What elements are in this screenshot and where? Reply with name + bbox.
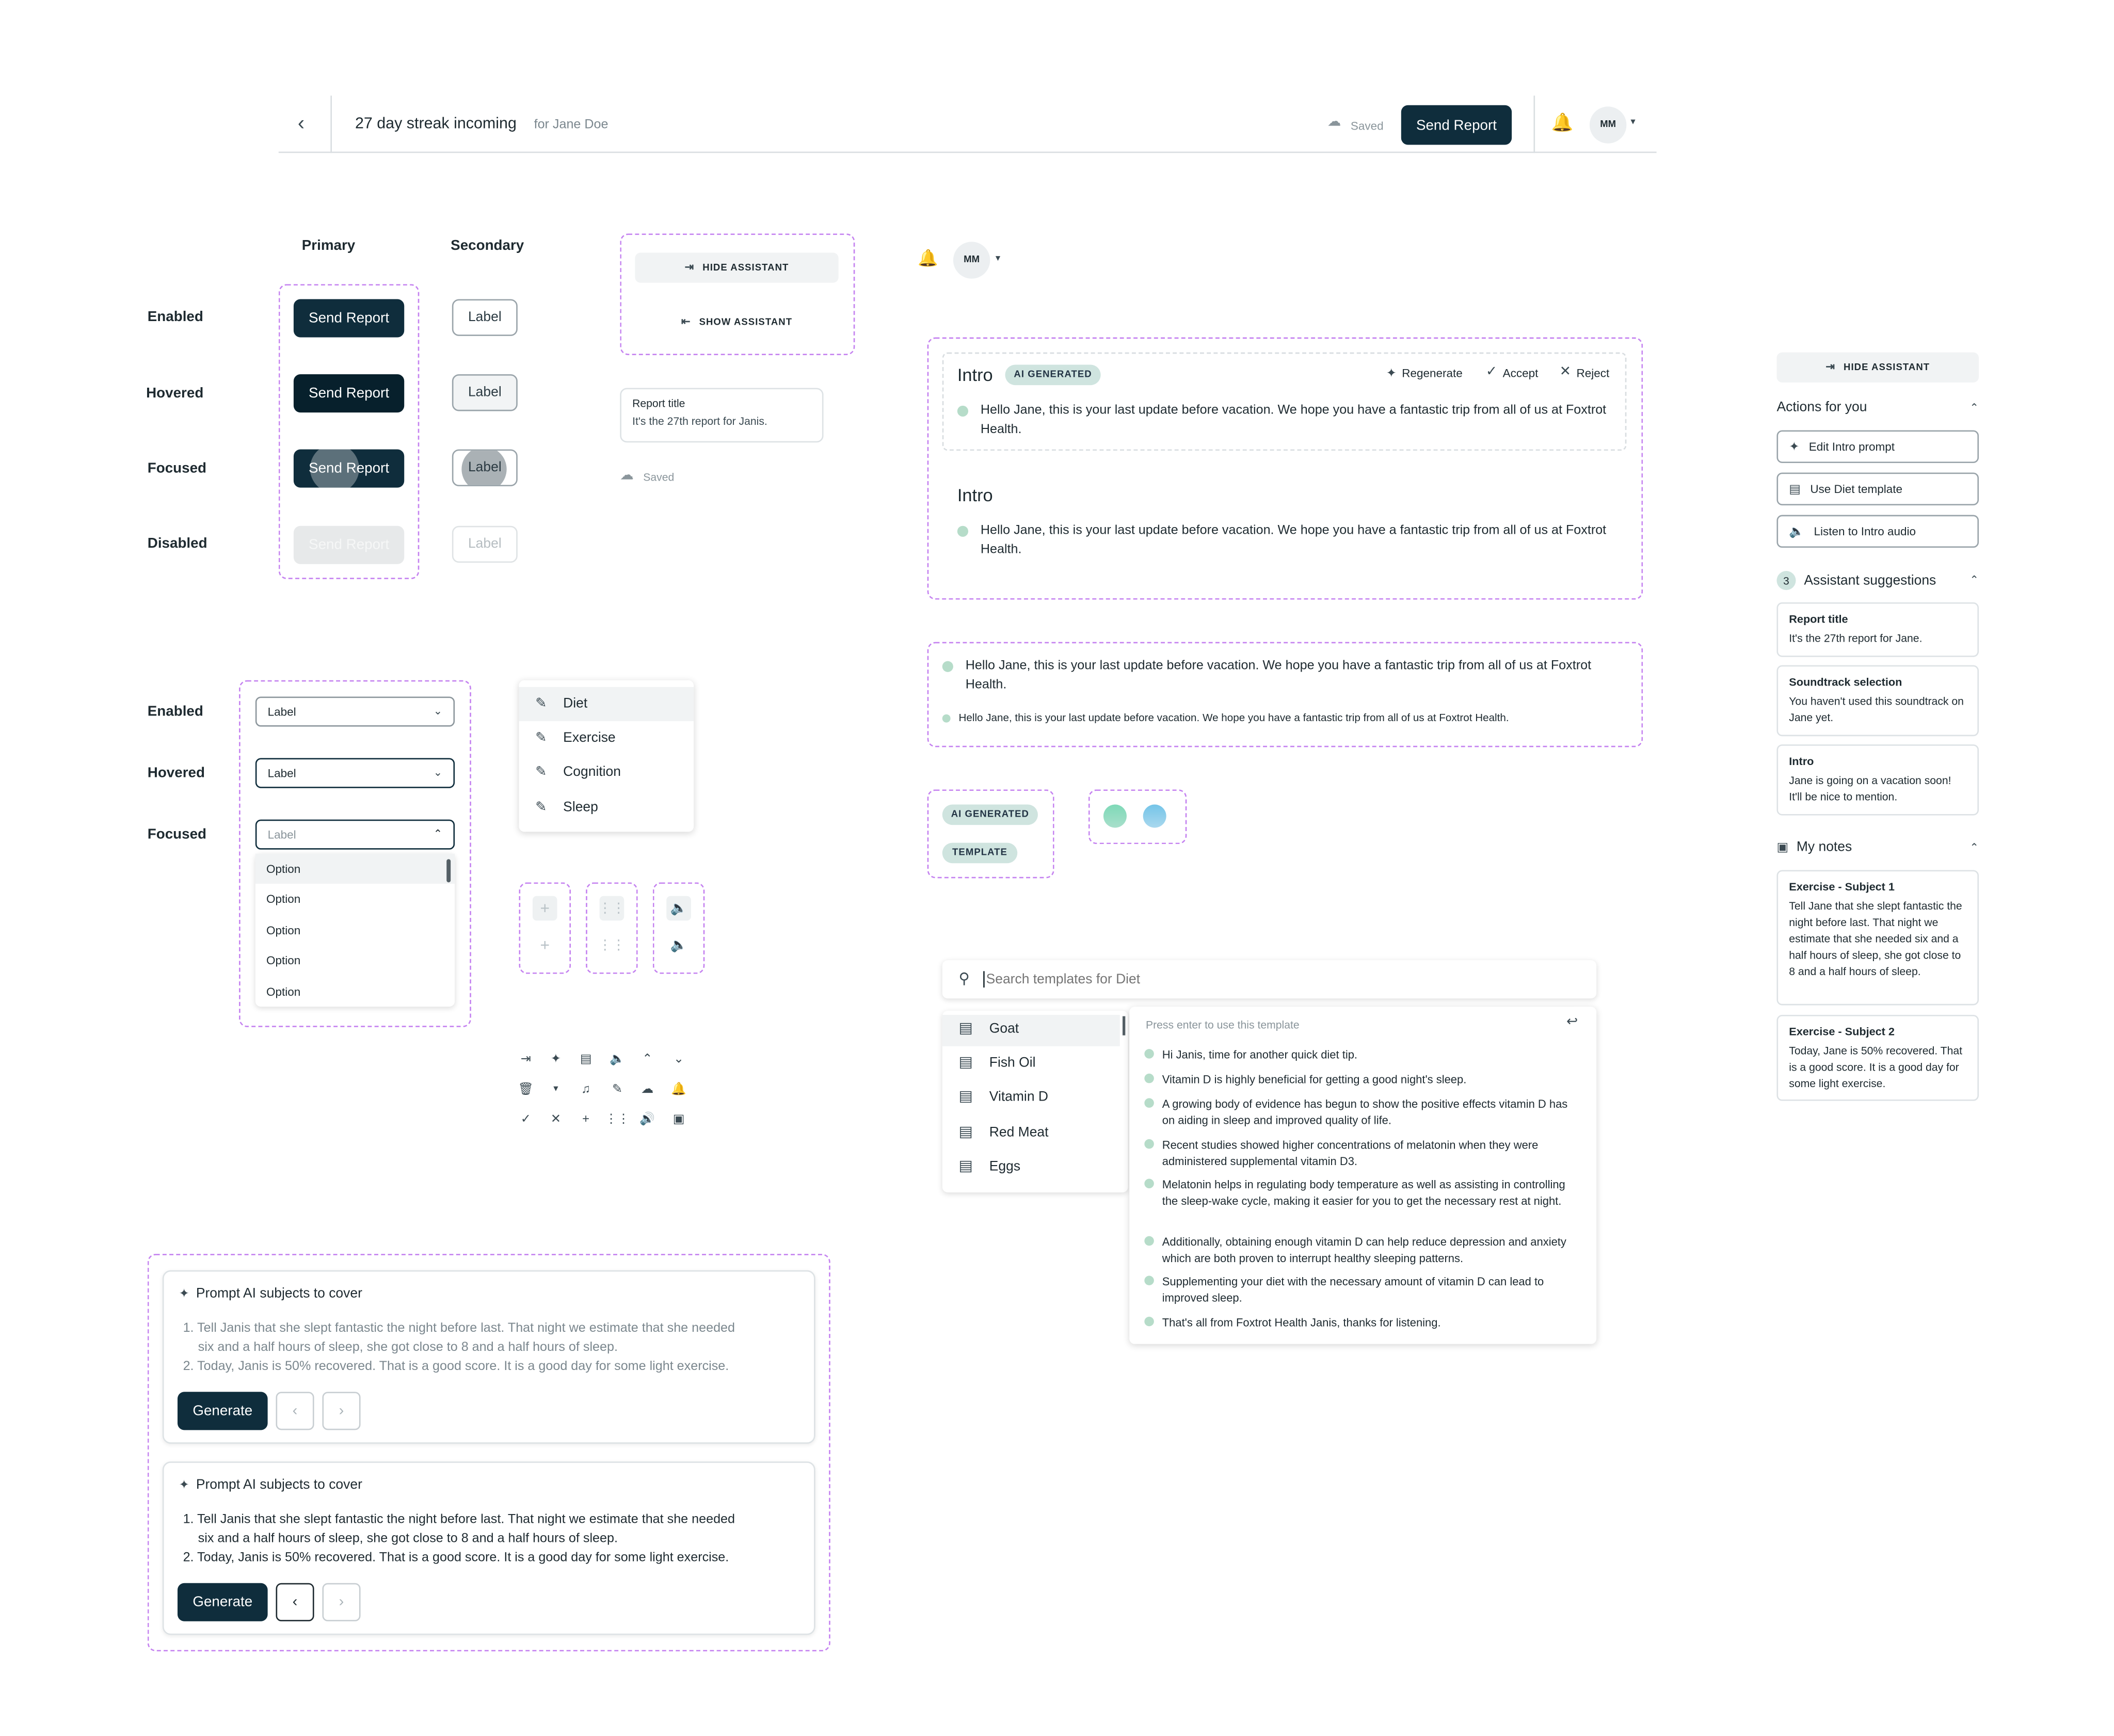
intro-heading-2: Intro [957, 485, 993, 506]
hide-assistant-button[interactable] [635, 253, 838, 283]
menu-item-diet[interactable] [519, 687, 694, 721]
template-chip: TEMPLATE [942, 843, 1018, 864]
close-icon: ✕ [1559, 364, 1571, 380]
suggestions-count-badge: 3 [1776, 571, 1796, 590]
preview-hint: Press enter to use this template [1145, 1018, 1300, 1031]
chevron-up-icon: ⌃ [642, 1051, 653, 1065]
notes-title: My notes [1796, 840, 1852, 855]
pencil-icon: ✎ [612, 1081, 622, 1095]
note-card[interactable] [1776, 1015, 1979, 1101]
close-icon: ✕ [550, 1111, 561, 1125]
action-label: Edit Intro prompt [1808, 440, 1895, 454]
prompt-line: six and a half hours of sleep, she got close to 8 and a half hours of sleep. [198, 1340, 618, 1355]
suggestion-body: Jane is going on a vacation soon! It'll be nice to mention. [1789, 774, 1951, 803]
collapse-right-icon: ⇥ [520, 1051, 531, 1065]
primary-focused-button[interactable] [294, 450, 404, 488]
prompt-card [163, 1270, 815, 1444]
secondary-disabled-button: Label [452, 526, 518, 563]
back-chevron-icon[interactable]: ‹ [297, 112, 305, 135]
caret-down-icon[interactable]: ▾ [995, 254, 1001, 264]
bullet-dot [1144, 1139, 1154, 1149]
show-assistant-label: SHOW ASSISTANT [699, 317, 793, 327]
preview-line [1144, 1273, 1574, 1306]
document-icon: ▤ [958, 1158, 973, 1175]
chevron-up-icon: ⌃ [433, 827, 443, 840]
select-enabled[interactable] [255, 696, 455, 726]
generate-button[interactable]: Generate [178, 1392, 268, 1430]
suggestion-title: Soundtrack selection [1789, 676, 1902, 689]
pencil-icon: ✎ [535, 730, 547, 745]
note-title: Exercise - Subject 2 [1789, 1026, 1895, 1038]
preview-line [1144, 1136, 1574, 1169]
state-enabled: Enabled [147, 308, 203, 325]
bullet-dot [942, 661, 953, 672]
select-hovered[interactable] [255, 758, 455, 788]
cloud-icon: ☁ [1327, 115, 1341, 130]
use-diet-template-button[interactable] [1776, 473, 1979, 506]
bullet-dot [1144, 1236, 1154, 1246]
intro-bullet-2 [957, 522, 1613, 560]
bullet-dot [1144, 1317, 1154, 1327]
drag-handle-icon: ⋮⋮ [605, 1111, 630, 1125]
suggestions-title: Assistant suggestions [1804, 572, 1936, 588]
top-header [279, 95, 1657, 153]
bullet-dot [1144, 1049, 1154, 1059]
note-icon: ▣ [1776, 840, 1788, 854]
suggestion-title: Report title [1789, 613, 1848, 626]
suggestion-title: Intro [1789, 755, 1814, 768]
action-label: Use Diet template [1810, 482, 1903, 496]
sparkle-icon: ✦ [550, 1051, 561, 1065]
note-body: Tell Jane that she slept fantastic the night before last. That night we estimate that she needed six and a half hours of sleep, she got close to 8 and a half hours of sleep. [1789, 900, 1962, 978]
template-item-label: Red Meat [989, 1125, 1049, 1141]
hide-assistant-label: HIDE ASSISTANT [1844, 362, 1930, 373]
blue-dot [1143, 804, 1166, 827]
plus-icon: + [582, 1111, 590, 1126]
chips-frame [927, 789, 1054, 878]
prompt-title: Prompt AI subjects to cover [196, 1286, 362, 1302]
intro-heading: Intro [957, 364, 993, 386]
document-icon: ▤ [958, 1020, 973, 1037]
select-value: Label [267, 705, 296, 719]
bell-icon[interactable]: 🔔 [1551, 112, 1574, 133]
preview-text: That's all from Foxtrot Health Janis, thanks for listening. [1162, 1315, 1441, 1329]
primary-hovered-button[interactable]: Send Report [294, 374, 404, 412]
chevron-down-icon: ⌄ [433, 766, 443, 779]
speaker-icon[interactable]: 🔈 [670, 937, 687, 953]
state-focused: Focused [147, 460, 207, 477]
pencil-icon: ✎ [535, 764, 547, 779]
report-title-label: Report title [632, 397, 685, 410]
plus-icon[interactable]: + [533, 896, 557, 921]
preview-line [1144, 1095, 1574, 1128]
col-primary: Primary [301, 237, 356, 254]
suggestion-card[interactable] [1776, 665, 1979, 737]
note-icon: ▣ [672, 1111, 685, 1125]
bullet-dot [957, 526, 968, 537]
sparkle-icon: ✦ [1789, 439, 1800, 453]
template-search-bar[interactable] [942, 960, 1596, 998]
check-icon: ✓ [1485, 364, 1498, 380]
bullet-dot [942, 714, 951, 723]
secondary-focused-label: Label [468, 460, 502, 475]
header-divider-2 [1533, 95, 1535, 153]
template-item-label: Fish Oil [989, 1056, 1036, 1071]
bullet-dot [1144, 1074, 1154, 1084]
speaker-icon: 🔈 [610, 1051, 625, 1065]
hide-assistant-label: HIDE ASSISTANT [702, 263, 789, 273]
bullet-dot [1144, 1098, 1154, 1108]
report-title: 27 day streak incoming [355, 116, 517, 133]
reject-label: Reject [1576, 366, 1610, 380]
preview-text: Hi Janis, time for another quick diet tip. [1162, 1047, 1358, 1061]
search-icon: ⚲ [958, 970, 970, 987]
bullet-large-text: Hello Jane, this is your last update before vacation. We hope you have a fantastic trip from all of us at Foxtrot Health. [965, 658, 1592, 693]
speaker-icon: 🔊 [639, 1111, 655, 1125]
speaker-icon: 🔈 [1789, 523, 1804, 538]
accept-label: Accept [1502, 366, 1539, 380]
select-focused[interactable] [255, 820, 455, 850]
menu-item-cognition[interactable] [519, 755, 694, 789]
prompt-line: 1. Tell Janis that she slept fantastic the night before last. That night we estimate that she needed [183, 1320, 735, 1336]
collapse-right-icon: ⇥ [1825, 360, 1836, 373]
generate-button[interactable]: Generate [178, 1583, 268, 1621]
preview-text: Recent studies showed higher concentrations of melatonin when they were administered supplemental vitamin D3. [1162, 1138, 1539, 1168]
ai-generated-chip: AI GENERATED [942, 804, 1038, 825]
caret-down-icon: ▾ [553, 1084, 558, 1094]
chevron-up-icon: ⌃ [1969, 401, 1979, 413]
header-divider [330, 95, 332, 153]
prompt-line: six and a half hours of sleep, she got close to 8 and a half hours of sleep. [198, 1531, 618, 1547]
select-state-enabled: Enabled [147, 703, 203, 720]
bullet-dot [1144, 1276, 1154, 1285]
preview-line [1144, 1046, 1574, 1063]
prompt-line: 1. Tell Janis that she slept fantastic the night before last. That night we estimate that she needed [183, 1512, 735, 1527]
intro-text-2: Hello Jane, this is your last update before vacation. We hope you have a fantastic trip from all of us at Foxtrot Health. [980, 523, 1607, 558]
select-option[interactable]: Option [266, 953, 301, 967]
template-item[interactable] [958, 1125, 1048, 1140]
bullet-small [942, 709, 1625, 728]
document-icon: ▤ [958, 1054, 973, 1071]
suggestion-body: You haven't used this soundtrack on Jane yet. [1789, 695, 1964, 724]
select-option[interactable]: Option [266, 923, 301, 937]
report-title-value: It's the 27th report for Janis. [632, 415, 767, 428]
template-item[interactable] [958, 1022, 1019, 1037]
listen-intro-audio-button[interactable] [1776, 515, 1979, 548]
show-assistant-button[interactable] [635, 307, 838, 337]
chevron-up-icon: ⌃ [1969, 840, 1979, 853]
menu-item-label: Sleep [563, 800, 598, 816]
bullet-dot [957, 406, 968, 417]
preview-text: Supplementing your diet with the necessary amount of vitamin D can lead to improved sleep. [1162, 1274, 1544, 1304]
collapse-left-icon: ⇤ [681, 315, 691, 328]
secondary-focused-button[interactable] [452, 450, 518, 486]
template-scrollbar[interactable] [1123, 1016, 1125, 1036]
suggestion-card[interactable] [1776, 744, 1979, 816]
enter-icon: ↩ [1566, 1014, 1578, 1030]
primary-disabled-button: Send Report [294, 526, 404, 564]
select-state-hovered: Hovered [147, 765, 205, 782]
select-value: Label [267, 766, 296, 780]
preview-line [1144, 1314, 1574, 1330]
menu-item-label: Exercise [563, 730, 616, 746]
suggestions-section-header[interactable] [1776, 571, 1979, 590]
bullet-dot [1144, 1178, 1154, 1188]
bell-icon: 🔔 [671, 1081, 686, 1095]
state-hovered: Hovered [146, 385, 204, 402]
document-icon: ▤ [958, 1088, 973, 1105]
ai-generated-chip: AI GENERATED [1005, 364, 1100, 385]
sparkle-icon: ✦ [1386, 365, 1397, 379]
avatar[interactable]: MM [953, 242, 990, 278]
report-title-card[interactable] [620, 388, 823, 442]
intro-bullet [957, 402, 1613, 440]
select-option[interactable]: Option [266, 891, 301, 906]
regenerate-button[interactable] [1386, 366, 1463, 379]
next-button[interactable]: › [322, 1583, 360, 1621]
intro-text: Hello Jane, this is your last update before vacation. We hope you have a fantastic trip from all of us at Foxtrot Health. [980, 403, 1607, 437]
send-report-button[interactable]: Send Report [1401, 105, 1512, 145]
bullet-large [942, 657, 1598, 695]
avatar[interactable]: MM [1590, 106, 1626, 143]
menu-item-label: Diet [563, 696, 588, 712]
primary-focused-label: Send Report [309, 460, 390, 477]
drag-handle-icon[interactable]: ⋮⋮ [600, 896, 624, 921]
prompt-title-row [179, 1287, 362, 1302]
select-option[interactable]: Option [266, 984, 301, 999]
menu-item-exercise[interactable] [519, 721, 694, 755]
template-item-label: Eggs [989, 1159, 1021, 1175]
preview-text: Additionally, obtaining enough vitamin D can help reduce depression and anxiety which are both proven to interrupt healthy sleeping patterns. [1162, 1234, 1566, 1265]
action-label: Listen to Intro audio [1814, 524, 1916, 538]
collapse-right-icon: ⇥ [684, 261, 695, 274]
plus-icon[interactable]: + [540, 935, 550, 955]
prev-button[interactable]: ‹ [276, 1583, 314, 1621]
primary-enabled-button[interactable]: Send Report [294, 299, 404, 337]
chevron-down-icon: ⌄ [674, 1051, 684, 1065]
note-body: Today, Jane is 50% recovered. That is a good score. It is a good day for some light exercise. [1789, 1045, 1963, 1090]
prompt-textarea[interactable] [183, 1319, 805, 1377]
prev-button[interactable]: ‹ [276, 1392, 314, 1430]
select-state-focused: Focused [147, 826, 207, 843]
drag-handle-icon[interactable]: ⋮⋮ [598, 937, 626, 953]
prompt-title-row [179, 1478, 362, 1493]
prompt-line: 2. Today, Janis is 50% recovered. That is a good score. It is a good day for some light exercise. [183, 1359, 729, 1374]
secondary-enabled-button[interactable]: Label [452, 299, 518, 336]
chevron-up-icon: ⌃ [1969, 574, 1979, 586]
prompt-card [163, 1461, 815, 1635]
notes-section-header[interactable] [1776, 840, 1979, 855]
caret-down-icon[interactable]: ▾ [1630, 117, 1636, 128]
actions-section-header[interactable] [1776, 400, 1979, 415]
col-secondary: Secondary [451, 237, 524, 254]
report-subtitle: for Jane Doe [534, 117, 608, 133]
preview-text: Melatonin helps in regulating body temperature as well as assisting in controlling the sleep-wake cycle, making it easier for you to get the necessary rest at night. [1162, 1177, 1565, 1208]
suggestion-card[interactable] [1776, 602, 1979, 657]
cursor [983, 971, 985, 988]
preview-text: Vitamin D is highly beneficial for getting a good night's sleep. [1162, 1072, 1467, 1086]
note-title: Exercise - Subject 1 [1789, 881, 1895, 894]
preview-line [1144, 1071, 1574, 1087]
pencil-icon: ✎ [535, 800, 547, 815]
state-disabled: Disabled [147, 535, 207, 552]
prompt-title: Prompt AI subjects to cover [196, 1477, 362, 1493]
cloud-icon: ☁ [620, 468, 634, 484]
check-icon: ✓ [520, 1111, 531, 1125]
select-value: Label [267, 827, 296, 841]
saved-status: Saved [1350, 119, 1384, 133]
note-card[interactable] [1776, 870, 1979, 1006]
pencil-icon: ✎ [535, 696, 547, 711]
sparkle-icon: ✦ [179, 1477, 189, 1492]
next-button[interactable]: › [322, 1392, 360, 1430]
cloud-icon: ☁ [641, 1081, 654, 1095]
green-dot [1103, 804, 1127, 827]
select-option[interactable]: Option [255, 854, 455, 884]
template-item[interactable] [958, 1056, 1035, 1071]
sparkle-icon: ✦ [179, 1286, 189, 1300]
template-item[interactable] [958, 1090, 1048, 1105]
bell-icon[interactable]: 🔔 [918, 248, 938, 268]
template-item-label: Vitamin D [989, 1090, 1049, 1105]
preview-text: A growing body of evidence has begun to show the positive effects vitamin D has on aiding in sleep and improved quality of life. [1162, 1096, 1568, 1127]
prompt-line: 2. Today, Janis is 50% recovered. That is a good score. It is a good day for some light exercise. [183, 1550, 729, 1566]
document-icon: ▤ [958, 1124, 973, 1141]
trash-icon: 🗑 [518, 1081, 534, 1095]
bullet-small-text: Hello Jane, this is your last update before vacation. We hope you have a fantastic trip from all of us at Foxtrot Health. [958, 711, 1509, 724]
accept-button[interactable] [1486, 366, 1539, 379]
secondary-hovered-button[interactable]: Label [452, 374, 518, 411]
scrollbar[interactable] [446, 859, 451, 882]
document-icon: ▤ [1789, 481, 1801, 496]
chevron-down-icon: ⌄ [433, 705, 443, 718]
sidebar-hide-assistant-button[interactable] [1776, 353, 1979, 383]
music-note-icon: ♫ [581, 1081, 591, 1096]
prompt-textarea[interactable] [183, 1510, 805, 1568]
menu-item-label: Cognition [563, 765, 621, 780]
preview-line [1144, 1233, 1574, 1266]
preview-line [1144, 1176, 1574, 1209]
reject-button[interactable] [1560, 366, 1610, 379]
saved-label: Saved [643, 471, 675, 484]
template-search-input[interactable] [986, 972, 1560, 987]
actions-title: Actions for you [1776, 400, 1867, 416]
suggestion-body: It's the 27th report for Jane. [1789, 632, 1923, 645]
template-item-label: Goat [989, 1022, 1019, 1037]
document-icon: ▤ [580, 1051, 592, 1065]
menu-item-sleep[interactable] [519, 791, 694, 825]
template-item[interactable] [958, 1159, 1020, 1174]
speaker-icon[interactable]: 🔈 [666, 896, 691, 921]
edit-intro-prompt-button[interactable] [1776, 430, 1979, 463]
regenerate-label: Regenerate [1402, 366, 1463, 380]
